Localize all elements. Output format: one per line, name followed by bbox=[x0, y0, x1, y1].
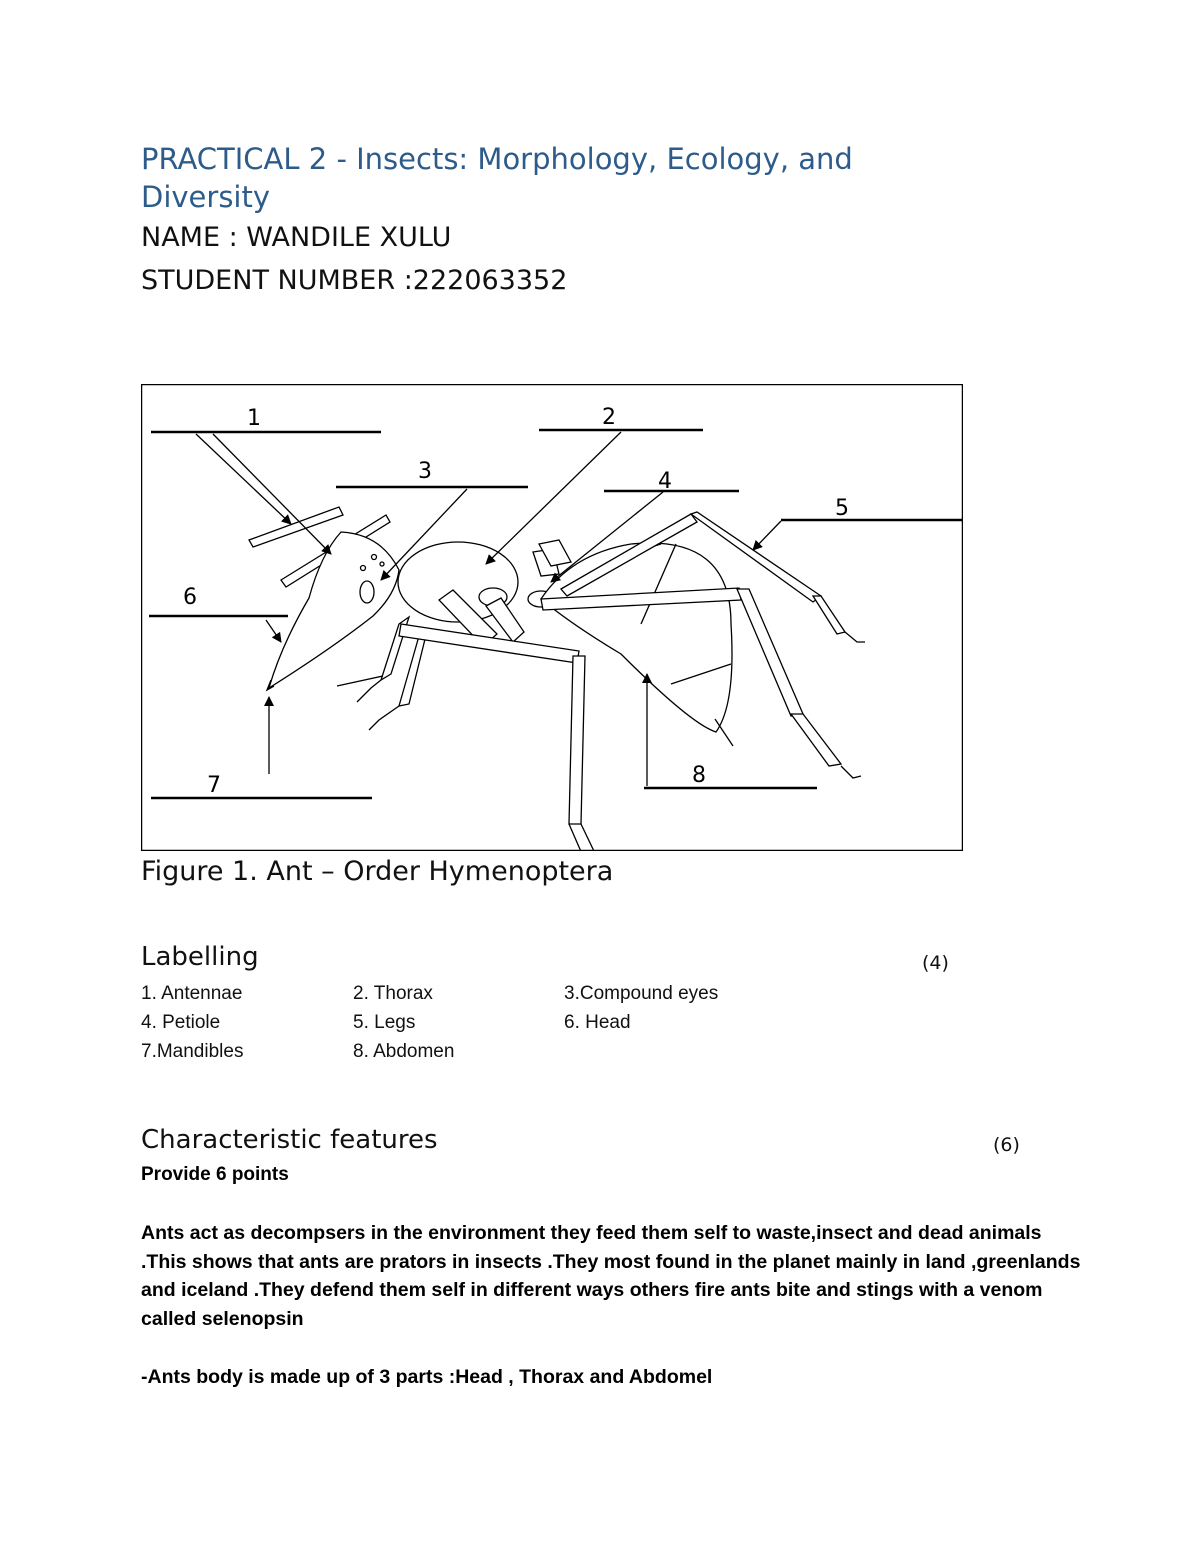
label-item: 4. Petiole bbox=[141, 1012, 221, 1033]
figure-label-7: 7 bbox=[207, 773, 221, 798]
body-parts-paragraph: -Ants body is made up of 3 parts :Head , Thorax and Abdomel bbox=[141, 1366, 713, 1388]
ant-diagram-svg bbox=[141, 384, 963, 851]
features-paragraph: Ants act as decompsers in the environment they feed them self to waste,insect and dead animals .This shows that ants are prators in insects .They most found in the planet mainly in land ,greenlands and iceland .They defend them self in different ways others fire ants bite and stings with a venom called selenopsin bbox=[141, 1222, 1081, 1331]
label-item: 7.Mandibles bbox=[141, 1041, 244, 1062]
label-item: 6. Head bbox=[564, 1012, 631, 1033]
page-title: PRACTICAL 2 - Insects: Morphology, Ecology, and Diversity bbox=[141, 142, 853, 214]
features-marks: (6) bbox=[993, 1134, 1020, 1156]
figure-caption: Figure 1. Ant – Order Hymenoptera bbox=[141, 856, 614, 887]
ant-diagram bbox=[141, 384, 963, 851]
figure-label-8: 8 bbox=[692, 763, 706, 788]
labelling-marks: (4) bbox=[922, 952, 949, 974]
label-item: 2. Thorax bbox=[353, 983, 433, 1004]
label-item: 5. Legs bbox=[353, 1012, 416, 1033]
label-item: 8. Abdomen bbox=[353, 1041, 455, 1062]
student-number: STUDENT NUMBER :222063352 bbox=[141, 265, 568, 296]
figure-frame bbox=[142, 385, 963, 851]
figure-label-1: 1 bbox=[247, 406, 261, 431]
features-prompt: Provide 6 points bbox=[141, 1164, 289, 1185]
figure-label-6: 6 bbox=[183, 585, 197, 610]
figure-label-4: 4 bbox=[658, 469, 672, 494]
figure-label-2: 2 bbox=[602, 405, 616, 430]
figure-label-5: 5 bbox=[835, 496, 849, 521]
label-item: 3.Compound eyes bbox=[564, 983, 719, 1004]
label-item: 1. Antennae bbox=[141, 983, 243, 1004]
figure-label-3: 3 bbox=[418, 459, 432, 484]
features-heading: Characteristic features bbox=[141, 1125, 438, 1155]
labelling-heading: Labelling bbox=[141, 942, 259, 972]
student-name: NAME : WANDILE XULU bbox=[141, 222, 452, 253]
